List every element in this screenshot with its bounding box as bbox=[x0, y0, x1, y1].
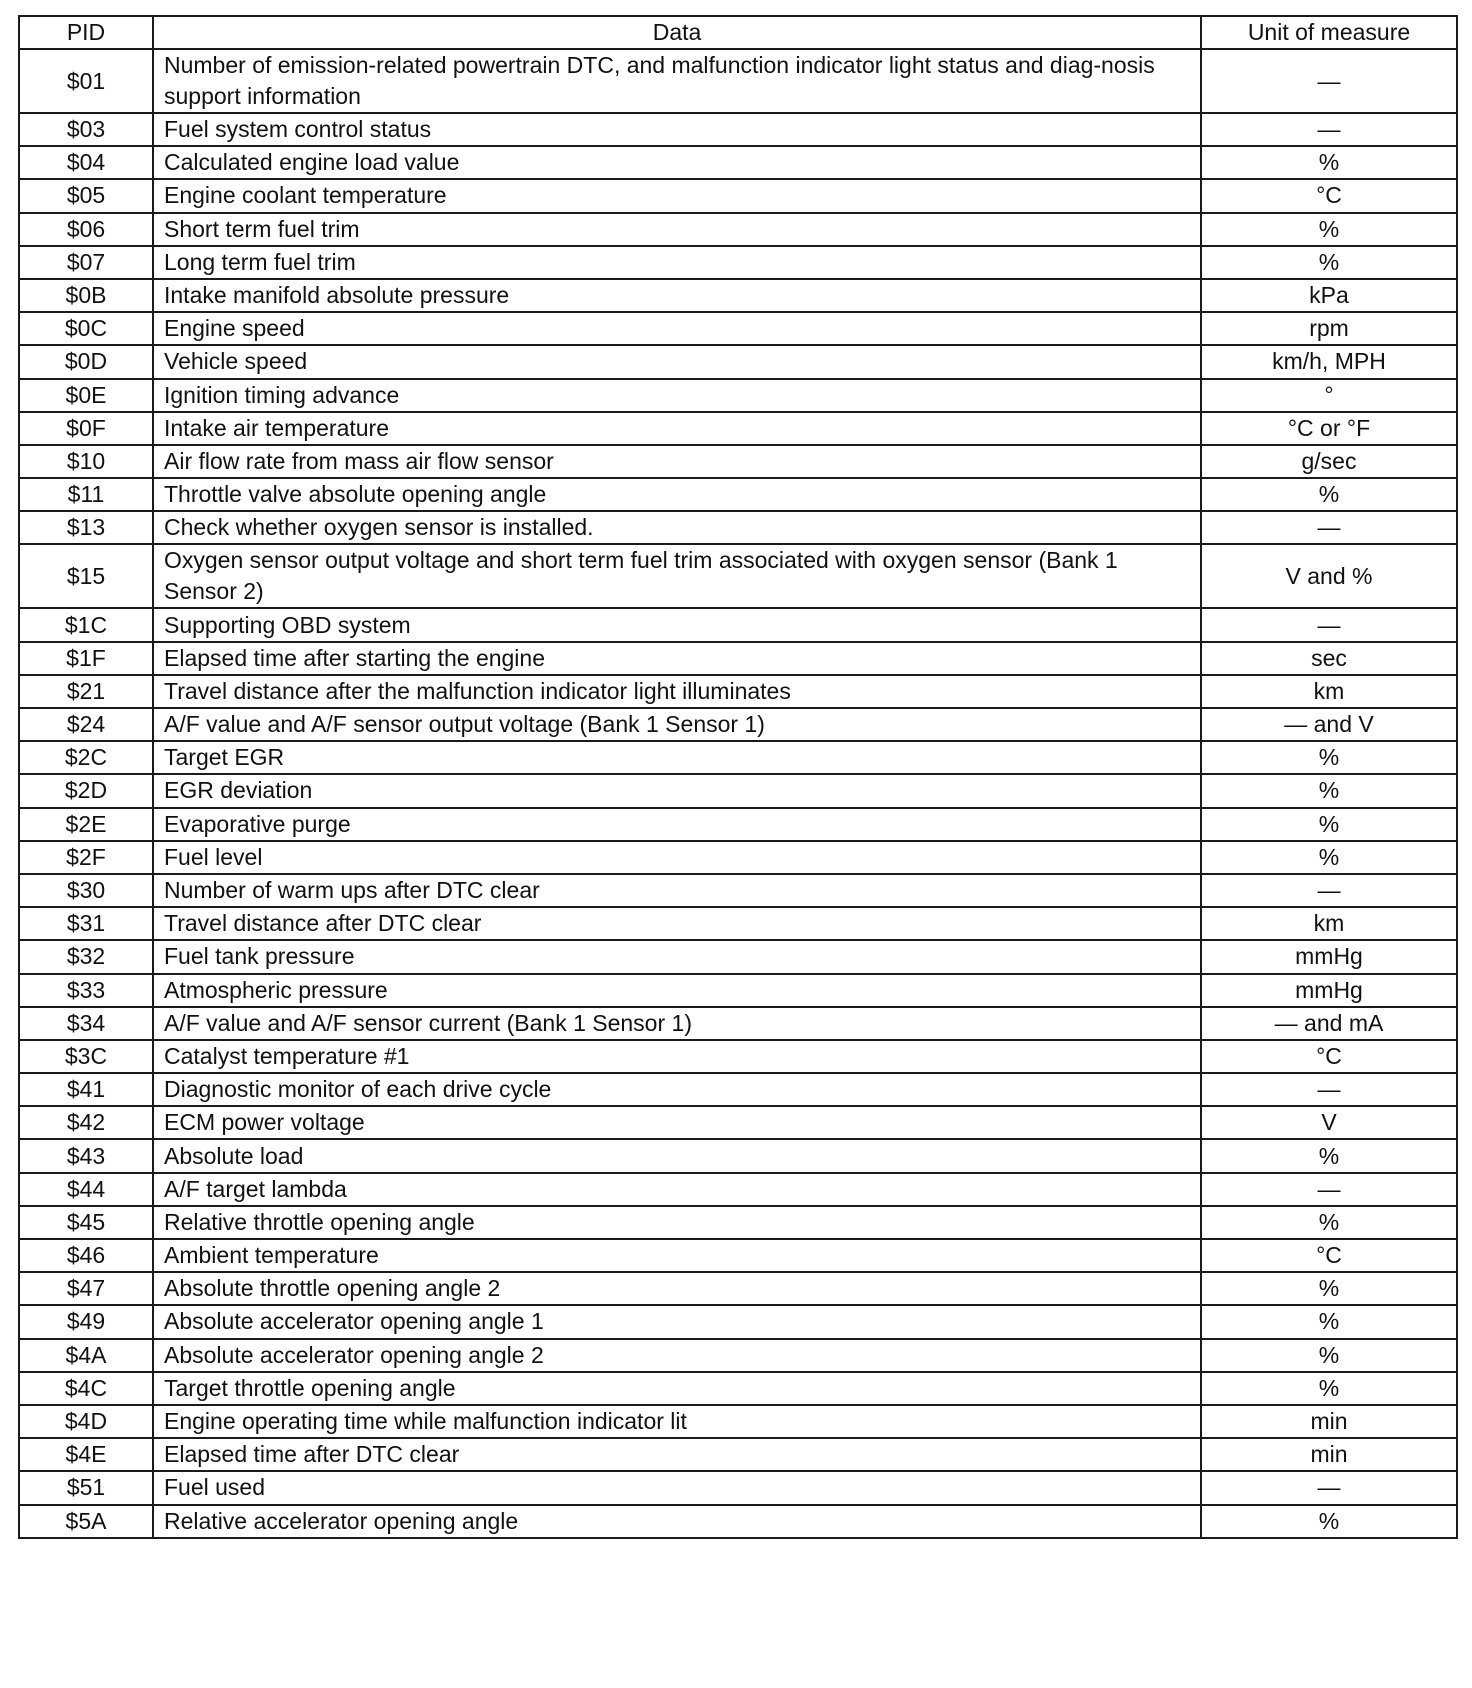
unit-cell: rpm bbox=[1201, 312, 1457, 345]
unit-cell: mmHg bbox=[1201, 940, 1457, 973]
unit-cell: % bbox=[1201, 1339, 1457, 1372]
data-cell: Short term fuel trim bbox=[153, 213, 1201, 246]
pid-cell: $49 bbox=[19, 1305, 153, 1338]
data-cell: Fuel system control status bbox=[153, 113, 1201, 146]
unit-cell: V and % bbox=[1201, 544, 1457, 608]
pid-cell: $13 bbox=[19, 511, 153, 544]
data-cell: Intake manifold absolute pressure bbox=[153, 279, 1201, 312]
data-cell: Relative accelerator opening angle bbox=[153, 1505, 1201, 1538]
table-row bbox=[19, 213, 1457, 246]
data-cell: Engine coolant temperature bbox=[153, 179, 1201, 212]
table-row bbox=[19, 113, 1457, 146]
table-row bbox=[19, 478, 1457, 511]
data-cell: Absolute load bbox=[153, 1139, 1201, 1172]
pid-cell: $0D bbox=[19, 345, 153, 378]
pid-cell: $51 bbox=[19, 1471, 153, 1504]
unit-cell: % bbox=[1201, 841, 1457, 874]
data-cell: A/F value and A/F sensor current (Bank 1 Sensor 1) bbox=[153, 1007, 1201, 1040]
table-row bbox=[19, 741, 1457, 774]
data-cell: Fuel level bbox=[153, 841, 1201, 874]
table-row bbox=[19, 1438, 1457, 1471]
pid-cell: $41 bbox=[19, 1073, 153, 1106]
table-row bbox=[19, 1040, 1457, 1073]
data-cell: Target throttle opening angle bbox=[153, 1372, 1201, 1405]
data-cell: Number of warm ups after DTC clear bbox=[153, 874, 1201, 907]
unit-cell: % bbox=[1201, 1272, 1457, 1305]
table-row bbox=[19, 345, 1457, 378]
data-cell: A/F value and A/F sensor output voltage (Bank 1 Sensor 1) bbox=[153, 708, 1201, 741]
pid-cell: $2E bbox=[19, 808, 153, 841]
table-row bbox=[19, 1372, 1457, 1405]
unit-cell: — bbox=[1201, 874, 1457, 907]
table-row bbox=[19, 1272, 1457, 1305]
table-row bbox=[19, 146, 1457, 179]
unit-cell: % bbox=[1201, 246, 1457, 279]
data-cell: Check whether oxygen sensor is installed. bbox=[153, 511, 1201, 544]
pid-cell: $1F bbox=[19, 642, 153, 675]
table-row bbox=[19, 1239, 1457, 1272]
unit-cell: kPa bbox=[1201, 279, 1457, 312]
unit-cell: — bbox=[1201, 608, 1457, 641]
pid-cell: $04 bbox=[19, 146, 153, 179]
unit-cell: °C bbox=[1201, 1040, 1457, 1073]
data-cell: Travel distance after DTC clear bbox=[153, 907, 1201, 940]
unit-cell: % bbox=[1201, 146, 1457, 179]
pid-cell: $31 bbox=[19, 907, 153, 940]
table-row bbox=[19, 841, 1457, 874]
unit-cell: min bbox=[1201, 1405, 1457, 1438]
unit-cell: g/sec bbox=[1201, 445, 1457, 478]
table-row bbox=[19, 1471, 1457, 1504]
table-row bbox=[19, 642, 1457, 675]
data-cell: Diagnostic monitor of each drive cycle bbox=[153, 1073, 1201, 1106]
data-cell: Ambient temperature bbox=[153, 1239, 1201, 1272]
data-cell: Evaporative purge bbox=[153, 808, 1201, 841]
table-row bbox=[19, 1007, 1457, 1040]
table-row bbox=[19, 1173, 1457, 1206]
data-cell: Calculated engine load value bbox=[153, 146, 1201, 179]
unit-cell: mmHg bbox=[1201, 974, 1457, 1007]
unit-cell: % bbox=[1201, 213, 1457, 246]
data-cell: Number of emission-related powertrain DTC, and malfunction indicator light status and diag-nosis support information bbox=[153, 49, 1201, 113]
pid-cell: $47 bbox=[19, 1272, 153, 1305]
unit-cell: °C or °F bbox=[1201, 412, 1457, 445]
pid-cell: $32 bbox=[19, 940, 153, 973]
pid-cell: $3C bbox=[19, 1040, 153, 1073]
unit-cell: % bbox=[1201, 478, 1457, 511]
unit-cell: °C bbox=[1201, 1239, 1457, 1272]
table-row bbox=[19, 1139, 1457, 1172]
table-row bbox=[19, 874, 1457, 907]
data-cell: EGR deviation bbox=[153, 774, 1201, 807]
table-row bbox=[19, 49, 1457, 113]
table-row bbox=[19, 511, 1457, 544]
pid-cell: $24 bbox=[19, 708, 153, 741]
pid-cell: $0C bbox=[19, 312, 153, 345]
unit-cell: % bbox=[1201, 1505, 1457, 1538]
unit-cell: % bbox=[1201, 1206, 1457, 1239]
data-cell: Ignition timing advance bbox=[153, 379, 1201, 412]
pid-cell: $03 bbox=[19, 113, 153, 146]
unit-cell: km/h, MPH bbox=[1201, 345, 1457, 378]
pid-cell: $33 bbox=[19, 974, 153, 1007]
unit-cell: km bbox=[1201, 675, 1457, 708]
unit-cell: — bbox=[1201, 1471, 1457, 1504]
data-cell: Oxygen sensor output voltage and short term fuel trim associated with oxygen sensor (Bank 1 Sensor 2) bbox=[153, 544, 1201, 608]
pid-cell: $15 bbox=[19, 544, 153, 608]
pid-cell: $0E bbox=[19, 379, 153, 412]
pid-cell: $05 bbox=[19, 179, 153, 212]
data-cell: Long term fuel trim bbox=[153, 246, 1201, 279]
table-row bbox=[19, 1073, 1457, 1106]
pid-cell: $46 bbox=[19, 1239, 153, 1272]
unit-cell: % bbox=[1201, 1305, 1457, 1338]
unit-cell: km bbox=[1201, 907, 1457, 940]
pid-cell: $5A bbox=[19, 1505, 153, 1538]
table-body bbox=[19, 49, 1457, 1538]
unit-cell: % bbox=[1201, 774, 1457, 807]
data-cell: A/F target lambda bbox=[153, 1173, 1201, 1206]
table-row bbox=[19, 445, 1457, 478]
data-cell: Engine speed bbox=[153, 312, 1201, 345]
data-cell: Elapsed time after starting the engine bbox=[153, 642, 1201, 675]
pid-cell: $4C bbox=[19, 1372, 153, 1405]
table-row bbox=[19, 412, 1457, 445]
data-cell: Air flow rate from mass air flow sensor bbox=[153, 445, 1201, 478]
pid-cell: $2F bbox=[19, 841, 153, 874]
unit-cell: % bbox=[1201, 1372, 1457, 1405]
table-row bbox=[19, 1305, 1457, 1338]
unit-cell: — and V bbox=[1201, 708, 1457, 741]
pid-cell: $01 bbox=[19, 49, 153, 113]
data-cell: Vehicle speed bbox=[153, 345, 1201, 378]
data-cell: Supporting OBD system bbox=[153, 608, 1201, 641]
unit-cell: sec bbox=[1201, 642, 1457, 675]
pid-cell: $43 bbox=[19, 1139, 153, 1172]
unit-cell: % bbox=[1201, 1139, 1457, 1172]
table-row bbox=[19, 974, 1457, 1007]
table-row bbox=[19, 1405, 1457, 1438]
pid-cell: $0F bbox=[19, 412, 153, 445]
pid-cell: $45 bbox=[19, 1206, 153, 1239]
unit-cell: — and mA bbox=[1201, 1007, 1457, 1040]
pid-cell: $4D bbox=[19, 1405, 153, 1438]
data-cell: Relative throttle opening angle bbox=[153, 1206, 1201, 1239]
unit-cell: ° bbox=[1201, 379, 1457, 412]
data-cell: Fuel tank pressure bbox=[153, 940, 1201, 973]
unit-cell: — bbox=[1201, 1073, 1457, 1106]
data-cell: Catalyst temperature #1 bbox=[153, 1040, 1201, 1073]
data-cell: Travel distance after the malfunction indicator light illuminates bbox=[153, 675, 1201, 708]
table-row bbox=[19, 1505, 1457, 1538]
table-row bbox=[19, 544, 1457, 608]
unit-cell: — bbox=[1201, 1173, 1457, 1206]
pid-cell: $42 bbox=[19, 1106, 153, 1139]
table-row bbox=[19, 608, 1457, 641]
unit-cell: V bbox=[1201, 1106, 1457, 1139]
data-cell: Absolute accelerator opening angle 2 bbox=[153, 1339, 1201, 1372]
pid-cell: $4A bbox=[19, 1339, 153, 1372]
data-cell: ECM power voltage bbox=[153, 1106, 1201, 1139]
data-cell: Target EGR bbox=[153, 741, 1201, 774]
unit-cell: min bbox=[1201, 1438, 1457, 1471]
table-row bbox=[19, 246, 1457, 279]
table-row bbox=[19, 312, 1457, 345]
pid-cell: $2C bbox=[19, 741, 153, 774]
table-row bbox=[19, 1206, 1457, 1239]
data-cell: Absolute accelerator opening angle 1 bbox=[153, 1305, 1201, 1338]
header-unit: Unit of measure bbox=[1201, 16, 1457, 49]
table-row bbox=[19, 907, 1457, 940]
data-cell: Elapsed time after DTC clear bbox=[153, 1438, 1201, 1471]
table-row bbox=[19, 279, 1457, 312]
pid-data-table bbox=[18, 15, 1458, 1539]
header-pid: PID bbox=[19, 16, 153, 49]
pid-cell: $30 bbox=[19, 874, 153, 907]
data-cell: Intake air temperature bbox=[153, 412, 1201, 445]
pid-cell: $21 bbox=[19, 675, 153, 708]
table-header-row bbox=[19, 16, 1457, 49]
pid-cell: $4E bbox=[19, 1438, 153, 1471]
data-cell: Atmospheric pressure bbox=[153, 974, 1201, 1007]
unit-cell: — bbox=[1201, 49, 1457, 113]
unit-cell: % bbox=[1201, 808, 1457, 841]
pid-cell: $0B bbox=[19, 279, 153, 312]
table-row bbox=[19, 708, 1457, 741]
unit-cell: — bbox=[1201, 113, 1457, 146]
table-row bbox=[19, 940, 1457, 973]
data-cell: Engine operating time while malfunction indicator lit bbox=[153, 1405, 1201, 1438]
table-row bbox=[19, 379, 1457, 412]
unit-cell: — bbox=[1201, 511, 1457, 544]
table-row bbox=[19, 1339, 1457, 1372]
pid-cell: $07 bbox=[19, 246, 153, 279]
pid-cell: $44 bbox=[19, 1173, 153, 1206]
data-cell: Absolute throttle opening angle 2 bbox=[153, 1272, 1201, 1305]
table-row bbox=[19, 774, 1457, 807]
pid-cell: $1C bbox=[19, 608, 153, 641]
unit-cell: % bbox=[1201, 741, 1457, 774]
pid-cell: $34 bbox=[19, 1007, 153, 1040]
data-cell: Throttle valve absolute opening angle bbox=[153, 478, 1201, 511]
pid-cell: $11 bbox=[19, 478, 153, 511]
header-data: Data bbox=[153, 16, 1201, 49]
table-row bbox=[19, 808, 1457, 841]
data-cell: Fuel used bbox=[153, 1471, 1201, 1504]
unit-cell: °C bbox=[1201, 179, 1457, 212]
table-row bbox=[19, 675, 1457, 708]
table-row bbox=[19, 1106, 1457, 1139]
pid-cell: $2D bbox=[19, 774, 153, 807]
pid-cell: $10 bbox=[19, 445, 153, 478]
pid-cell: $06 bbox=[19, 213, 153, 246]
table-row bbox=[19, 179, 1457, 212]
